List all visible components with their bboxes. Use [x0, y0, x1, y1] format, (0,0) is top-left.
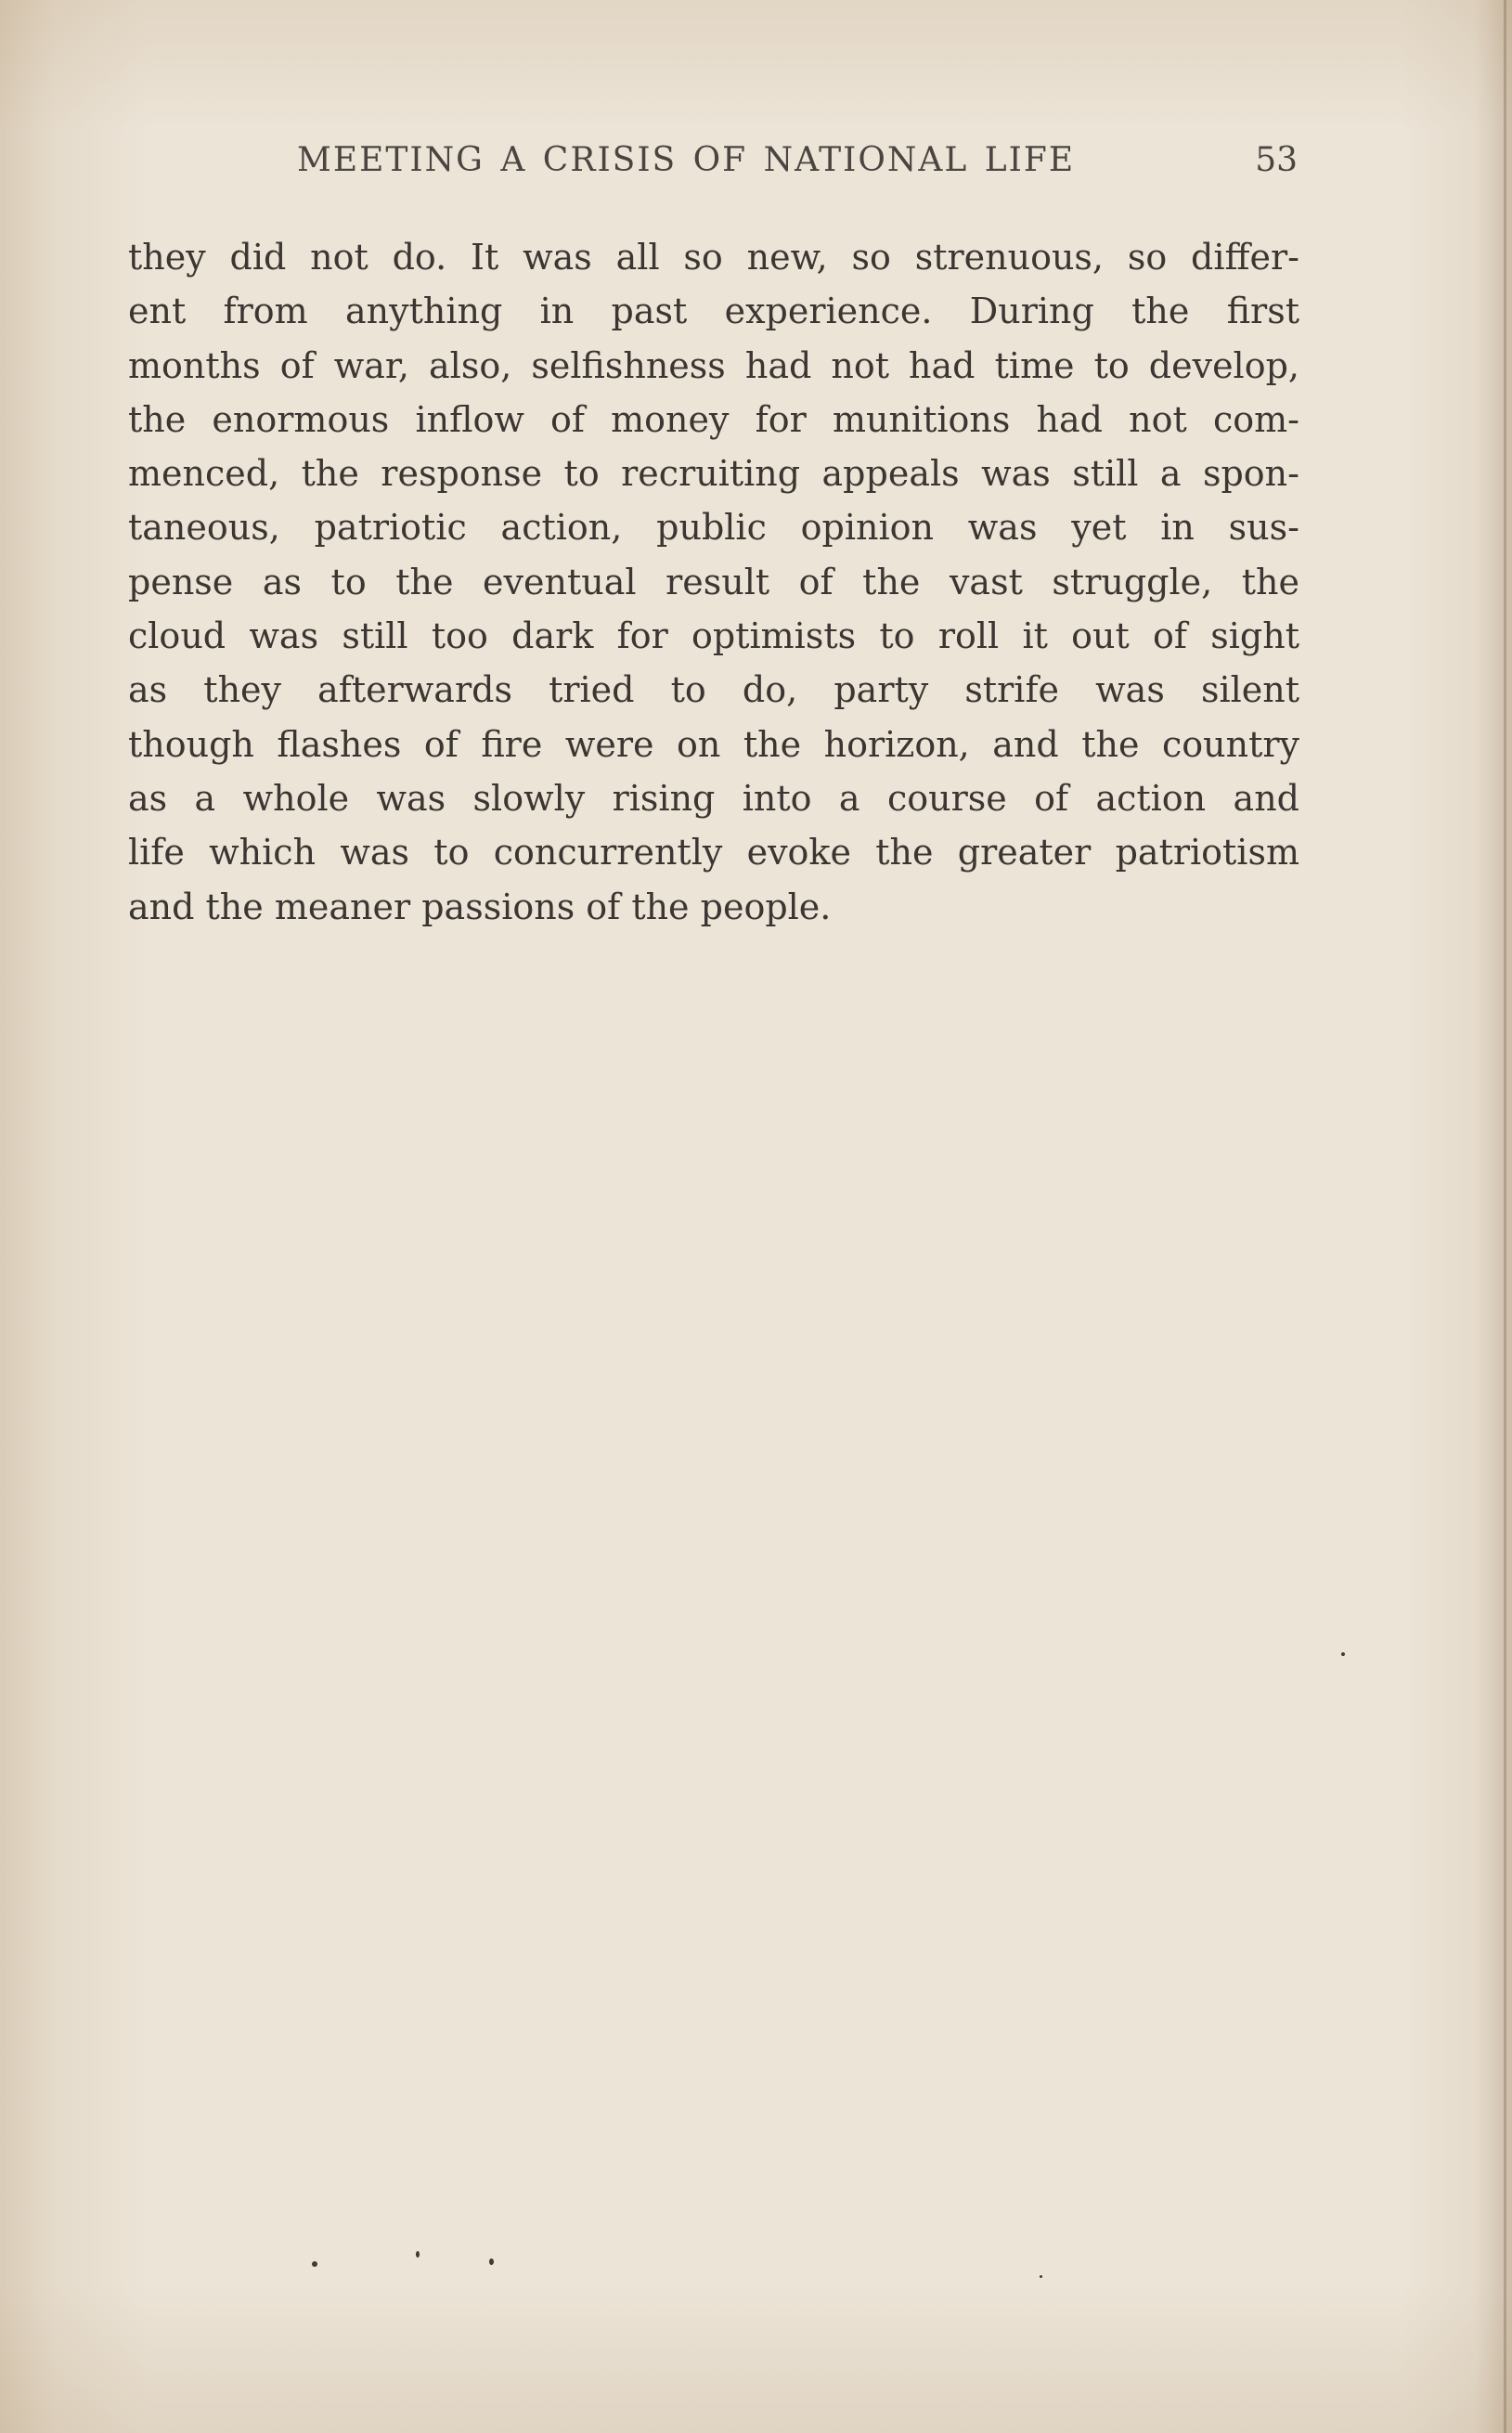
text-line: the enormous inflow of money for munitions had not com- [128, 398, 1299, 440]
running-head [130, 141, 1298, 197]
text-line: and the meaner passions of the people. [128, 886, 832, 927]
ink-speck [489, 2258, 494, 2265]
text-line: life which was to concurrently evoke the greater patriotism [128, 832, 1299, 874]
text-line: as they afterwards tried to do, party strife was silent [128, 669, 1299, 711]
text-line: cloud was still too dark for optimists to roll it out of sight [128, 615, 1299, 657]
ink-speck [1040, 2275, 1042, 2278]
running-title: MEETING A CRISIS OF NATIONAL LIFE [297, 141, 1076, 179]
text-line: they did not do. It was all so new, so strenuous, so differ- [128, 237, 1299, 278]
text-line: though flashes of fire were on the horizon, and the country [128, 723, 1299, 765]
ink-speck [1341, 1652, 1345, 1656]
body-paragraph [128, 230, 1299, 934]
page-edge-shadow [1504, 0, 1506, 2433]
ink-speck [312, 2261, 317, 2267]
text-line: taneous, patriotic action, public opinion was yet in sus- [128, 507, 1299, 549]
page-number: 53 [1255, 141, 1298, 179]
text-line: menced, the response to recruiting appeals was still a spon- [128, 453, 1299, 495]
text-line: pense as to the eventual result of the vast struggle, the [128, 561, 1299, 602]
text-line: ent from anything in past experience. During the first [128, 291, 1299, 332]
text-line: months of war, also, selfishness had not had time to develop, [128, 344, 1299, 386]
ink-speck [416, 2251, 420, 2258]
text-line: as a whole was slowly rising into a course of action and [128, 777, 1299, 819]
